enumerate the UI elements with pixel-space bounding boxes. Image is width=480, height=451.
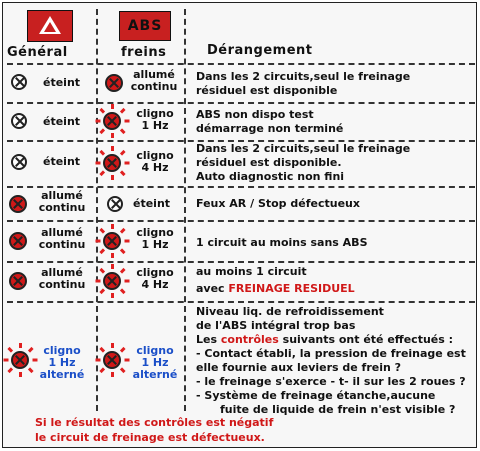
blink-ray [99, 347, 105, 353]
fault-text: Auto diagnostic non fini [196, 170, 345, 183]
blink-ray [120, 108, 126, 114]
blink-ray [125, 120, 130, 123]
blink-ray [99, 128, 105, 134]
blink-ray [125, 280, 130, 283]
fault-text: résiduel est disponible. [196, 156, 342, 169]
general-status: éteint [43, 76, 81, 89]
blink-ray [120, 347, 126, 353]
blink-ray [99, 150, 105, 156]
lamp-off-icon [11, 74, 27, 90]
blink-ray [99, 367, 105, 373]
blink-ray [111, 104, 114, 109]
blink-ray [120, 170, 126, 176]
blink-ray [7, 347, 13, 353]
brake-warning-table [2, 2, 477, 448]
blink-ray [111, 146, 114, 151]
blink-ray [19, 343, 22, 348]
blink-ray [99, 248, 105, 254]
freins-status: éteint [133, 197, 171, 210]
blink-ray [111, 343, 114, 348]
blink-ray [96, 240, 101, 243]
blink-ray [99, 108, 105, 114]
blink-ray [19, 372, 22, 377]
fault-text: avec FREINAGE RESIDUEL [196, 282, 355, 295]
blink-ray [120, 288, 126, 294]
blink-ray [96, 280, 101, 283]
fault-text: Feux AR / Stop défectueux [196, 197, 360, 210]
lamp-blinking-icon [97, 266, 127, 296]
blink-ray [120, 128, 126, 134]
general-warning-icon [27, 10, 73, 42]
column-header-general: Général [7, 45, 68, 60]
lamp-on-icon [9, 232, 27, 250]
blink-ray [111, 293, 114, 298]
lamp-off-icon [107, 196, 123, 212]
lamp-blinking-icon [97, 106, 127, 136]
blink-ray [125, 240, 130, 243]
column-header-freins: freins [121, 45, 167, 60]
blink-ray [111, 253, 114, 258]
table-row [3, 188, 478, 219]
lamp-on-icon [9, 272, 27, 290]
blink-ray [125, 162, 130, 165]
fault-text: 1 circuit au moins sans ABS [196, 236, 368, 249]
fault-text: - le freinage s'exerce - t- il sur les 2 roues ? [196, 375, 466, 388]
fault-text: au moins 1 circuit [196, 265, 307, 278]
lamp-on-icon [9, 195, 27, 213]
blink-ray [120, 150, 126, 156]
fault-text: fuite de liquide de frein n'est visible ? [220, 403, 456, 416]
blink-ray [111, 224, 114, 229]
freins-status: cligno 1 Hz [136, 226, 174, 251]
lamp-blinking-icon [97, 226, 127, 256]
freins-status: cligno 4 Hz [136, 266, 174, 291]
general-status: allumé continu [38, 189, 86, 214]
fault-text: Niveau liq. de refroidissement [196, 305, 384, 318]
blink-ray [111, 372, 114, 377]
column-header-derangement: Dérangement [207, 43, 313, 58]
table-row [3, 263, 478, 300]
general-status: allumé continu [38, 266, 86, 291]
general-status: allumé continu [38, 226, 86, 251]
blink-ray [120, 268, 126, 274]
general-status: éteint [43, 155, 81, 168]
blink-ray [4, 359, 9, 362]
lamp-off-icon [11, 113, 27, 129]
lamp-blinking-icon [97, 148, 127, 178]
blink-ray [7, 367, 13, 373]
fault-text: Dans les 2 circuits,seul le freinage [196, 142, 411, 155]
footer-note-line-1: Si le résultat des contrôles est négatif [35, 416, 274, 429]
fault-text: Les contrôles suivants ont été effectués : [196, 333, 454, 346]
blink-ray [120, 228, 126, 234]
blink-ray [99, 268, 105, 274]
general-status: cligno 1 Hz alterné [39, 344, 85, 381]
fault-text: démarrage non terminé [196, 122, 344, 135]
blink-ray [96, 120, 101, 123]
fault-text: ABS non dispo test [196, 108, 314, 121]
lamp-on-icon [105, 74, 123, 92]
blink-ray [111, 264, 114, 269]
footer-note-line-2: le circuit de freinage est défectueux. [35, 431, 265, 444]
freins-status: cligno 1 Hz alterné [132, 344, 178, 381]
fault-text: elle fournie aux leviers de frein ? [196, 361, 402, 374]
blink-ray [120, 248, 126, 254]
blink-ray [120, 367, 126, 373]
table-row [3, 142, 478, 185]
lamp-blinking-icon [97, 345, 127, 375]
fault-text: résiduel est disponible [196, 84, 338, 97]
freins-status: allumé continu [130, 68, 178, 93]
blink-ray [111, 175, 114, 180]
lamp-blinking-icon [5, 345, 35, 375]
blink-ray [99, 228, 105, 234]
blink-ray [99, 288, 105, 294]
general-status: éteint [43, 115, 81, 128]
table-row [3, 104, 478, 139]
blink-ray [99, 170, 105, 176]
abs-warning-icon [119, 11, 171, 41]
blink-ray [96, 359, 101, 362]
blink-ray [111, 133, 114, 138]
fault-text: Dans les 2 circuits,seul le freinage [196, 70, 411, 83]
table-row [3, 65, 478, 101]
blink-ray [96, 162, 101, 165]
fault-text: - Système de freinage étanche,aucune [196, 389, 436, 402]
table-row [3, 222, 478, 260]
freins-status: cligno 4 Hz [136, 149, 174, 174]
blink-ray [28, 367, 34, 373]
freins-status: cligno 1 Hz [136, 107, 174, 132]
controls-highlight: contrôles [220, 333, 279, 346]
table-row [3, 303, 478, 416]
fault-text: de l'ABS intégral trop bas [196, 319, 356, 332]
fault-text: - Contact établi, la pression de freinage est [196, 347, 466, 360]
blink-ray [28, 347, 34, 353]
abs-badge-label: ABS [127, 18, 163, 34]
residual-braking-highlight: FREINAGE RESIDUEL [228, 282, 355, 295]
lamp-off-icon [11, 154, 27, 170]
